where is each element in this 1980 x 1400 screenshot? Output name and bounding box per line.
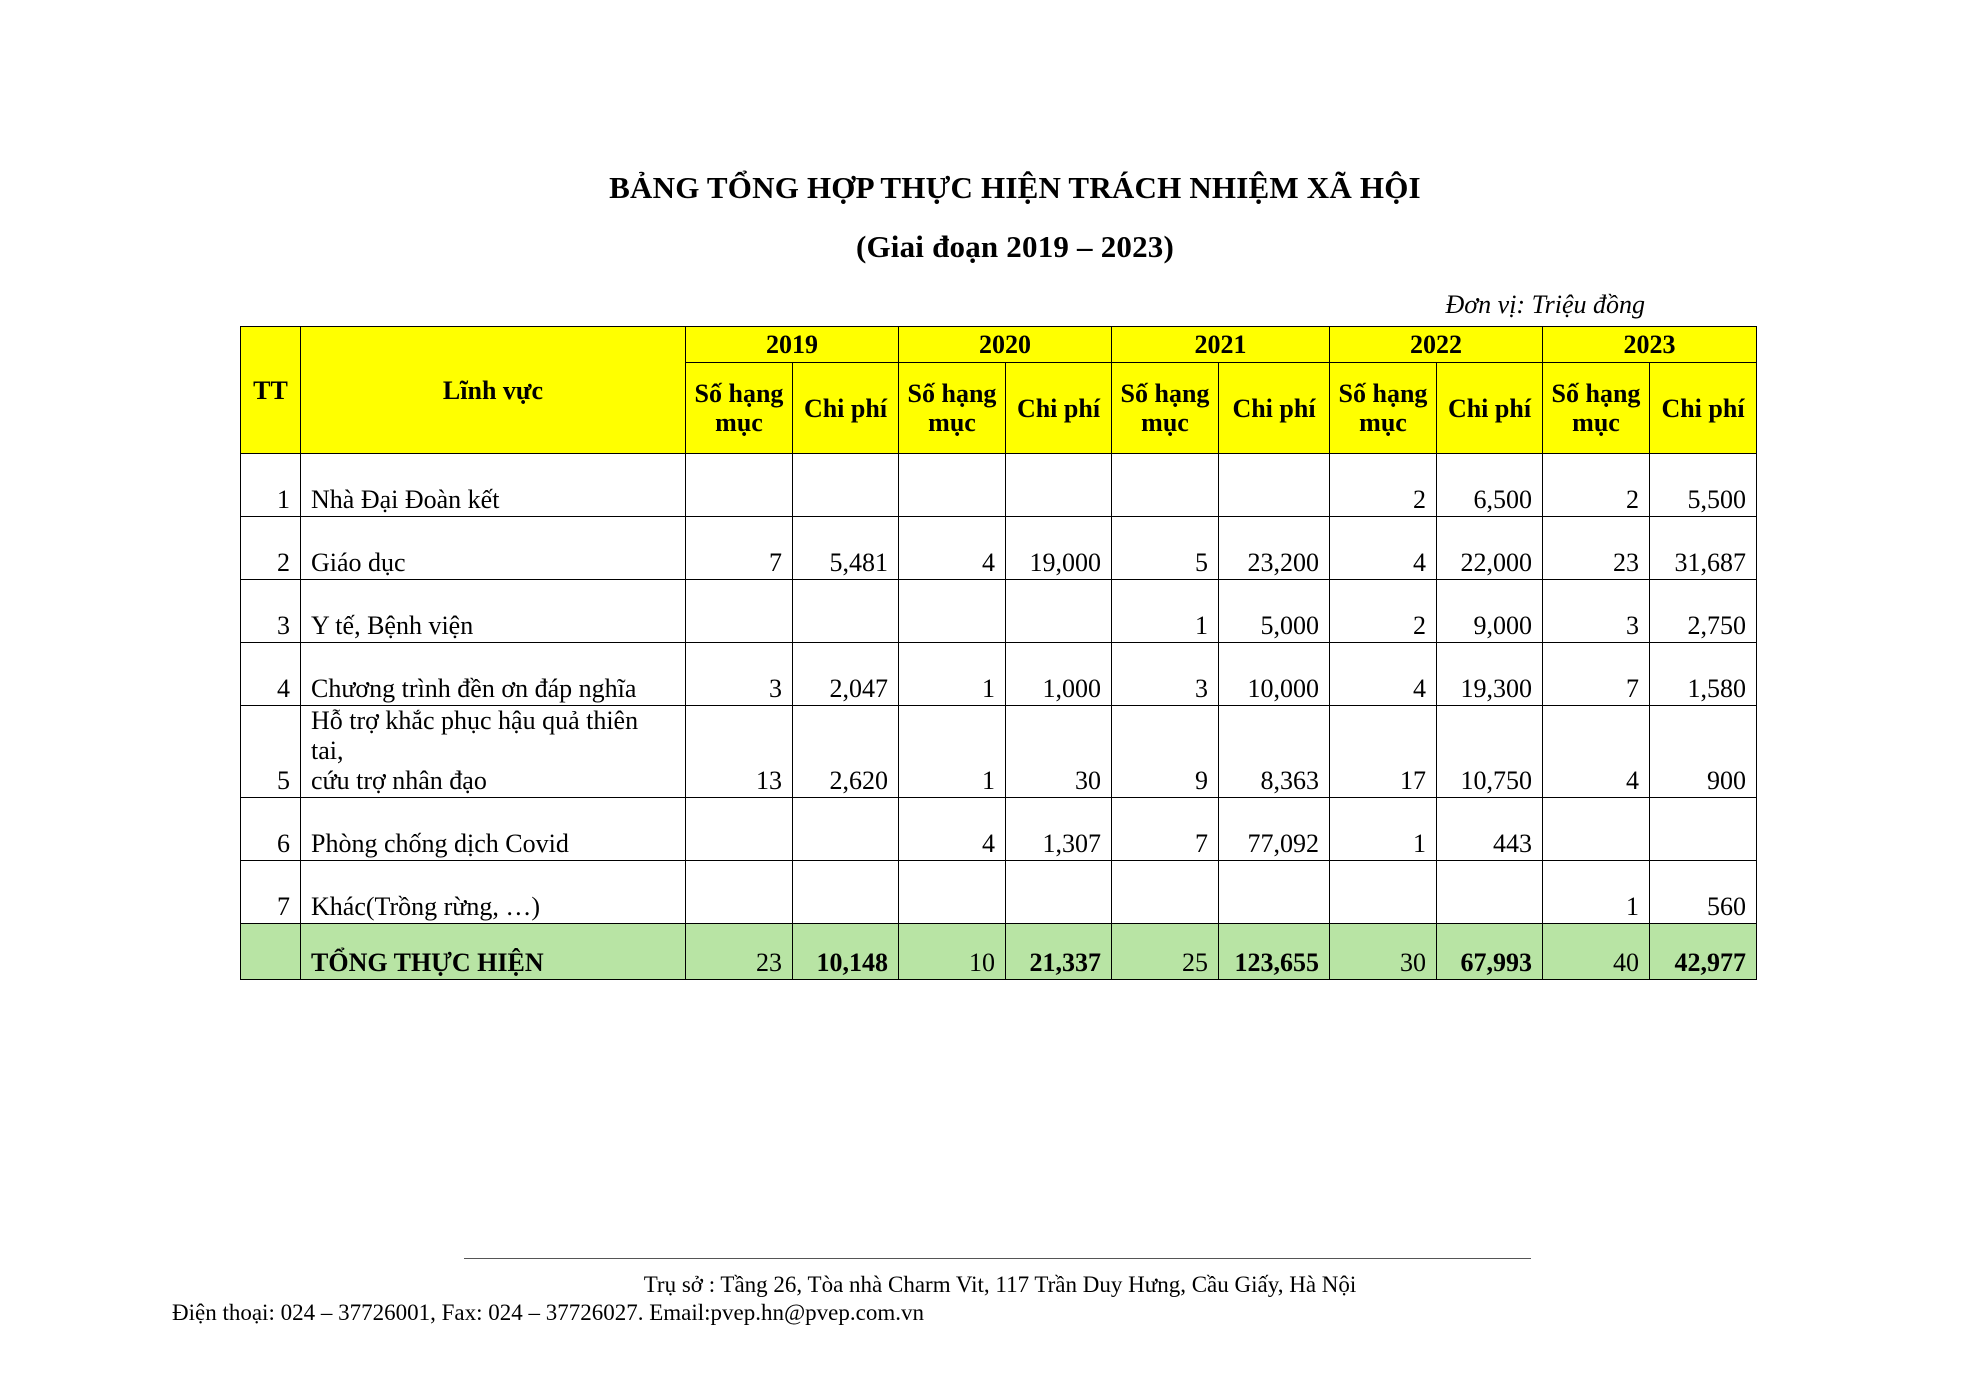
row-number: 4: [241, 643, 301, 706]
cell-cost: 1,307: [1006, 798, 1112, 861]
total-cost: 42,977: [1650, 924, 1757, 980]
header-year: 2023: [1543, 327, 1757, 363]
footer-address: Trụ sở : Tầng 26, Tòa nhà Charm Vit, 117 Trần Duy Hưng, Cầu Giấy, Hà Nội: [643, 1272, 1357, 1297]
cell-cost: 5,500: [1650, 454, 1757, 517]
cell-cost: [793, 580, 899, 643]
row-number: 5: [241, 706, 301, 798]
cell-cost: 77,092: [1219, 798, 1330, 861]
total-count: 23: [686, 924, 793, 980]
cell-count: 1: [899, 643, 1006, 706]
table-row: [241, 580, 1757, 643]
cell-count: 4: [1543, 706, 1650, 798]
total-cost: 67,993: [1437, 924, 1543, 980]
cell-count: [899, 580, 1006, 643]
header-count: Số hạng mục: [1330, 363, 1437, 454]
cell-cost: 10,000: [1219, 643, 1330, 706]
cell-count: 17: [1330, 706, 1437, 798]
summary-table: [240, 326, 1757, 980]
row-field: Chương trình đền ơn đáp nghĩa: [301, 643, 686, 706]
header-count: Số hạng mục: [899, 363, 1006, 454]
cell-cost: [793, 798, 899, 861]
header-count: Số hạng mục: [686, 363, 793, 454]
header-year: 2020: [899, 327, 1112, 363]
cell-count: 4: [899, 517, 1006, 580]
row-field: Khác(Trồng rừng, …): [301, 861, 686, 924]
total-cost: 21,337: [1006, 924, 1112, 980]
header-year: 2021: [1112, 327, 1330, 363]
cell-count: 4: [899, 798, 1006, 861]
header-cost: Chi phí: [1219, 363, 1330, 454]
footer-divider: [464, 1258, 1531, 1259]
cell-cost: 19,300: [1437, 643, 1543, 706]
total-count: 10: [899, 924, 1006, 980]
cell-cost: 5,000: [1219, 580, 1330, 643]
header-cost: Chi phí: [793, 363, 899, 454]
cell-cost: 900: [1650, 706, 1757, 798]
cell-count: 2: [1543, 454, 1650, 517]
cell-cost: 9,000: [1437, 580, 1543, 643]
cell-cost: [793, 861, 899, 924]
cell-cost: 443: [1437, 798, 1543, 861]
cell-count: [899, 861, 1006, 924]
cell-cost: 22,000: [1437, 517, 1543, 580]
cell-count: 1: [1112, 580, 1219, 643]
row-number: 7: [241, 861, 301, 924]
cell-count: [1330, 861, 1437, 924]
cell-cost: [1650, 798, 1757, 861]
cell-count: 2: [1330, 454, 1437, 517]
total-number: [241, 924, 301, 980]
header-field: Lĩnh vực: [301, 327, 686, 454]
row-field-line: cứu trợ nhân đạo: [311, 766, 487, 795]
cell-count: 23: [1543, 517, 1650, 580]
header-cost: Chi phí: [1006, 363, 1112, 454]
cell-cost: [1437, 861, 1543, 924]
header-year: 2022: [1330, 327, 1543, 363]
table-row: [241, 706, 1757, 798]
total-count: 25: [1112, 924, 1219, 980]
cell-count: [1112, 861, 1219, 924]
cell-count: 5: [1112, 517, 1219, 580]
cell-count: 3: [1112, 643, 1219, 706]
cell-cost: 2,047: [793, 643, 899, 706]
cell-count: [1112, 454, 1219, 517]
cell-count: 3: [1543, 580, 1650, 643]
header-cost: Chi phí: [1437, 363, 1543, 454]
header-count: Số hạng mục: [1543, 363, 1650, 454]
cell-count: 3: [686, 643, 793, 706]
table-body: [241, 454, 1757, 980]
row-field: Y tế, Bệnh viện: [301, 580, 686, 643]
document-subtitle: (Giai đoạn 2019 – 2023): [855, 229, 1175, 264]
cell-cost: [793, 454, 899, 517]
total-cost: 10,148: [793, 924, 899, 980]
row-number: 3: [241, 580, 301, 643]
row-number: 6: [241, 798, 301, 861]
table-row: [241, 798, 1757, 861]
cell-count: [686, 861, 793, 924]
row-field: Giáo dục: [301, 517, 686, 580]
cell-cost: 1,000: [1006, 643, 1112, 706]
row-field-line: Hỗ trợ khắc phục hậu quả thiên tai,: [311, 706, 639, 765]
cell-cost: 2,750: [1650, 580, 1757, 643]
cell-count: 1: [1330, 798, 1437, 861]
cell-cost: 5,481: [793, 517, 899, 580]
cell-count: [686, 454, 793, 517]
total-row: [241, 924, 1757, 980]
table-row: [241, 861, 1757, 924]
cell-cost: 19,000: [1006, 517, 1112, 580]
cell-cost: [1006, 861, 1112, 924]
unit-label: Đơn vị: Triệu đồng: [1445, 290, 1645, 319]
cell-cost: 10,750: [1437, 706, 1543, 798]
row-number: 1: [241, 454, 301, 517]
cell-count: 7: [1112, 798, 1219, 861]
total-count: 40: [1543, 924, 1650, 980]
cell-cost: [1006, 580, 1112, 643]
total-cost: 123,655: [1219, 924, 1330, 980]
cell-count: 7: [1543, 643, 1650, 706]
total-count: 30: [1330, 924, 1437, 980]
cell-cost: 8,363: [1219, 706, 1330, 798]
cell-count: 4: [1330, 643, 1437, 706]
cell-cost: [1219, 454, 1330, 517]
table-row: [241, 643, 1757, 706]
cell-cost: 31,687: [1650, 517, 1757, 580]
cell-count: 1: [1543, 861, 1650, 924]
cell-count: [1543, 798, 1650, 861]
row-number: 2: [241, 517, 301, 580]
row-field: Nhà Đại Đoàn kết: [301, 454, 686, 517]
header-year: 2019: [686, 327, 899, 363]
cell-cost: 30: [1006, 706, 1112, 798]
document-title: BẢNG TỔNG HỢP THỰC HIỆN TRÁCH NHIỆM XÃ HỘI: [609, 170, 1421, 205]
cell-cost: 23,200: [1219, 517, 1330, 580]
cell-cost: [1006, 454, 1112, 517]
cell-cost: 2,620: [793, 706, 899, 798]
header-cost: Chi phí: [1650, 363, 1757, 454]
header-count: Số hạng mục: [1112, 363, 1219, 454]
total-label: TỔNG THỰC HIỆN: [301, 924, 686, 980]
table-row: [241, 517, 1757, 580]
cell-count: 1: [899, 706, 1006, 798]
table-row: [241, 454, 1757, 517]
cell-count: 4: [1330, 517, 1437, 580]
cell-cost: 6,500: [1437, 454, 1543, 517]
cell-count: 13: [686, 706, 793, 798]
cell-count: [686, 798, 793, 861]
footer-contact: Điện thoại: 024 – 37726001, Fax: 024 – 37726027. Email:pvep.hn@pvep.com.vn: [172, 1300, 924, 1325]
header-tt: TT: [241, 327, 301, 454]
row-field: Phòng chống dịch Covid: [301, 798, 686, 861]
cell-count: 2: [1330, 580, 1437, 643]
row-field: [301, 706, 686, 798]
cell-count: [686, 580, 793, 643]
cell-count: 7: [686, 517, 793, 580]
cell-cost: 1,580: [1650, 643, 1757, 706]
cell-cost: 560: [1650, 861, 1757, 924]
cell-cost: [1219, 861, 1330, 924]
cell-count: [899, 454, 1006, 517]
cell-count: 9: [1112, 706, 1219, 798]
